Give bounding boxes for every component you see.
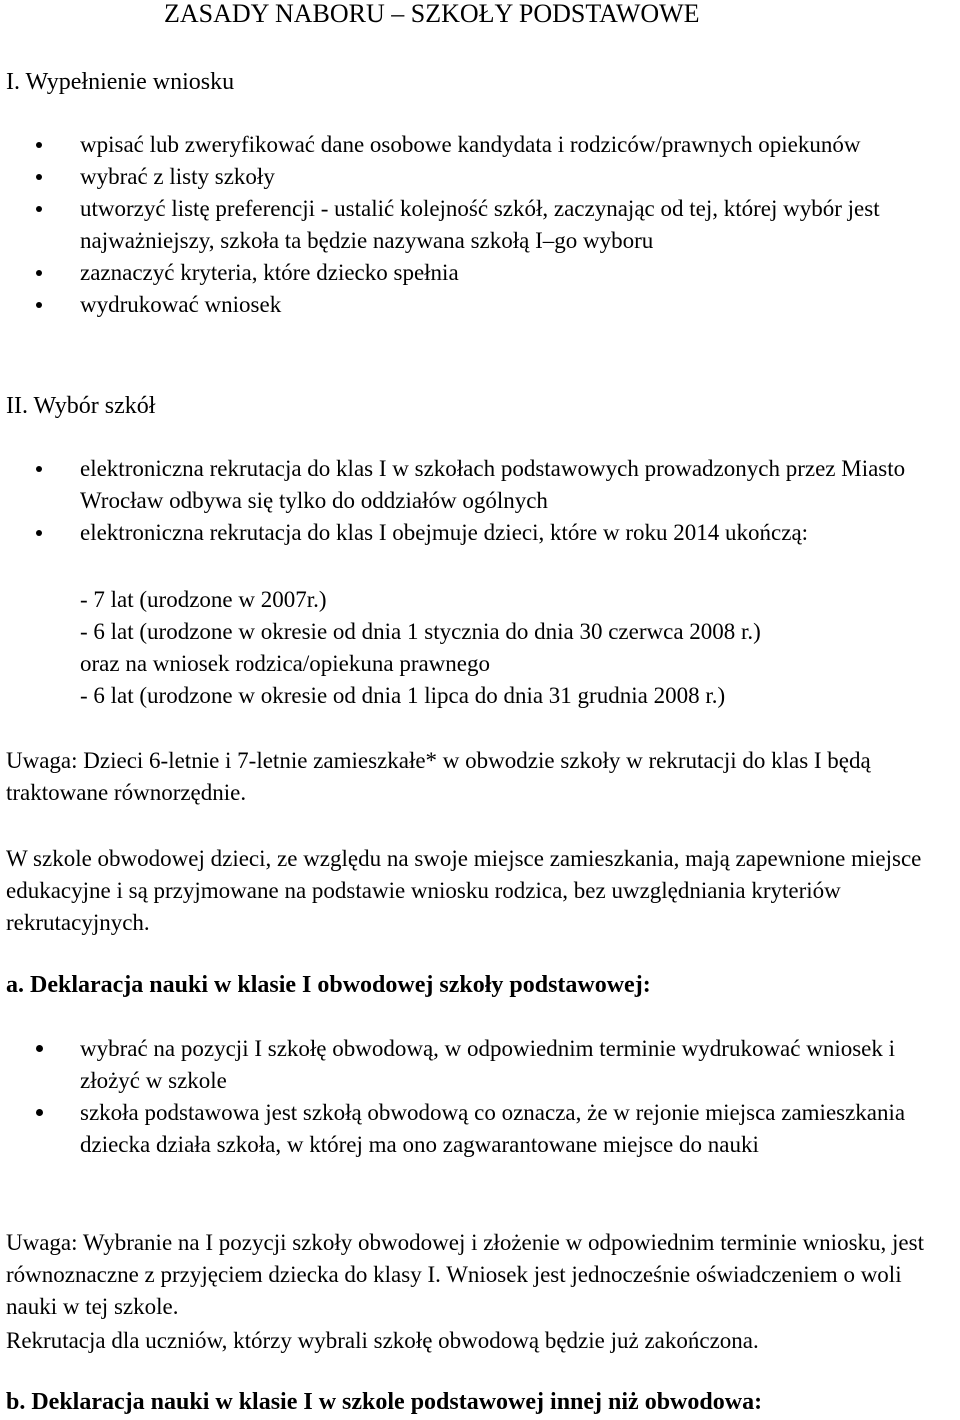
section-a-heading: a. Deklaracja nauki w klasie I obwodowej szkoły podstawowej: [6,972,651,998]
age-line: - 6 lat (urodzone w okresie od dnia 1 lipca do dnia 31 grudnia 2008 r.) [80,683,726,708]
list-item [0,257,960,289]
bullet-icon [36,206,42,212]
list-item-text: szkoła podstawowa jest szkołą obwodową co oznacza, że w rejonie miejsca zamieszkania dziecka działa szkoła, w której ma ono zagwarantowane miejsce do nauki [80,1100,906,1157]
list-item [0,1033,960,1097]
age-line: oraz na wniosek rodzica/opiekuna prawnego [80,651,491,676]
section-2-list [0,453,960,549]
note-paragraph: Uwaga: Dzieci 6-letnie i 7-letnie zamieszkałe* w obwodzie szkoły w rekrutacji do klas I będą traktowane równorzędnie. [6,748,871,805]
bullet-icon [36,1109,43,1116]
age-line: - 7 lat (urodzone w 2007r.) [80,587,327,612]
list-item [0,161,960,193]
bullet-icon [36,142,42,148]
page-title: ZASADY NABORU – SZKOŁY PODSTAWOWE [164,0,700,28]
list-item-text: wpisać lub zweryfikować dane osobowe kandydata i rodziców/prawnych opiekunów [80,132,861,157]
list-item-text: utworzyć listę preferencji - ustalić kolejność szkół, zaczynając od tej, której wybór jest najważniejszy, szkoła ta będzie nazywana szkołą I–go wyboru [80,196,880,253]
list-item-text: zaznaczyć kryteria, które dziecko spełnia [80,260,459,285]
list-item-text: wybrać na pozycji I szkołę obwodową, w odpowiednim terminie wydrukować wniosek i złożyć w szkole [80,1036,896,1093]
bullet-icon [36,270,42,276]
body-paragraph: W szkole obwodowej dzieci, ze względu na swoje miejsce zamieszkania, mają zapewnione miejsce edukacyjne i są przyjmowane na podstawie wniosku rodzica, bez uwzględniania kryteriów rekrutacyjnych. [6,846,922,935]
list-item [0,453,960,517]
list-item [0,193,960,257]
age-line: - 6 lat (urodzone w okresie od dnia 1 stycznia do dnia 30 czerwca 2008 r.) [80,619,761,644]
section-b-heading: b. Deklaracja nauki w klasie I w szkole podstawowej innej niż obwodowa: [6,1389,763,1415]
list-item-text: elektroniczna rekrutacja do klas I w szkołach podstawowych prowadzonych przez Miasto Wrocław odbywa się tylko do oddziałów ogólnych [80,456,906,513]
note-paragraph: Uwaga: Wybranie na I pozycji szkoły obwodowej i złożenie w odpowiednim terminie wniosku, jest równoznaczne z przyjęciem dziecka do klasy I. Wniosek jest jednocześnie oświadczeniem o woli nauki w tej szkole. [6,1230,924,1319]
list-item-text: wydrukować wniosek [80,292,282,317]
list-item [0,129,960,161]
section-1-list [0,129,960,321]
list-item-text: wybrać z listy szkoły [80,164,275,189]
section-2-heading: II. Wybór szkół [6,393,156,419]
list-item [0,517,960,549]
list-item [0,1097,960,1161]
bullet-icon [36,174,42,180]
bullet-icon [36,466,42,472]
bullet-icon [36,530,42,536]
list-item-text: elektroniczna rekrutacja do klas I obejmuje dzieci, które w roku 2014 ukończą: [80,520,809,545]
bullet-icon [36,1045,43,1052]
list-item [0,289,960,321]
closing-paragraph: Rekrutacja dla uczniów, którzy wybrali szkołę obwodową będzie już zakończona. [6,1328,759,1353]
section-1-heading: I. Wypełnienie wniosku [6,69,235,95]
age-criteria [80,584,950,712]
section-a-list [0,1033,960,1161]
bullet-icon [36,302,42,308]
